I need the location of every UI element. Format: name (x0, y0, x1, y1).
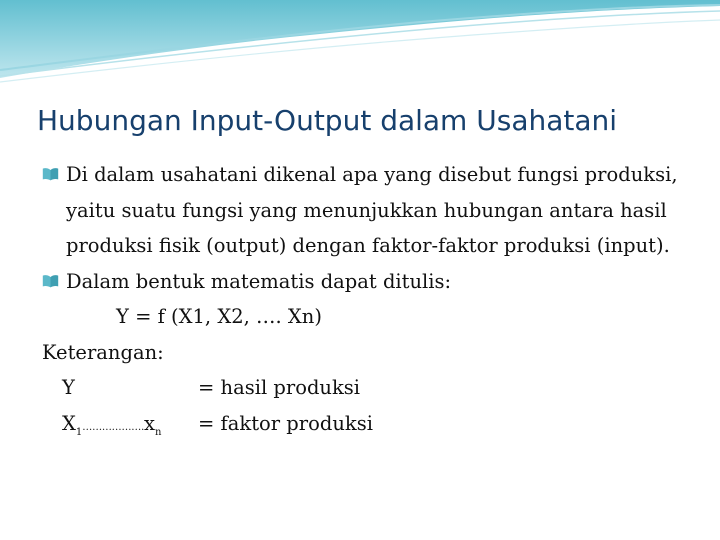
term-dots: ………………. (82, 421, 145, 433)
term-subscript-n: n (155, 426, 162, 438)
header-wave-decoration (0, 0, 720, 95)
definition-text: = hasil produksi (198, 376, 361, 399)
slide-body (42, 157, 682, 441)
book-bullet-icon (42, 274, 59, 288)
keterangan-label: Keterangan: (42, 340, 164, 364)
term-subscript-1: 1 (75, 426, 83, 438)
bullet-item-matematis (42, 264, 682, 300)
bullet-text: Di dalam usahatani dikenal apa yang disebut fungsi produksi, yaitu suatu fungsi yang menunjukkan hubungan antara hasil produksi fisik (output) dengan faktor-faktor produksi (input). (66, 163, 678, 257)
term-x: X (62, 411, 76, 435)
definition-term-x (62, 406, 162, 451)
bullet-item-fungsi-produksi (42, 157, 682, 264)
slide-title: Hubungan Input-Output dalam Usahatani (37, 104, 618, 137)
definition-row-x (42, 406, 682, 442)
bullet-text: Dalam bentuk matematis dapat ditulis: (66, 269, 452, 293)
definition-text: = faktor produksi (198, 411, 373, 435)
definition-term: Y (62, 376, 75, 399)
book-bullet-icon (42, 167, 59, 181)
term-xn: x (144, 411, 156, 435)
production-function-formula: Y = f (X1, X2, …. Xn) (116, 305, 322, 328)
definition-row-y (42, 370, 682, 406)
